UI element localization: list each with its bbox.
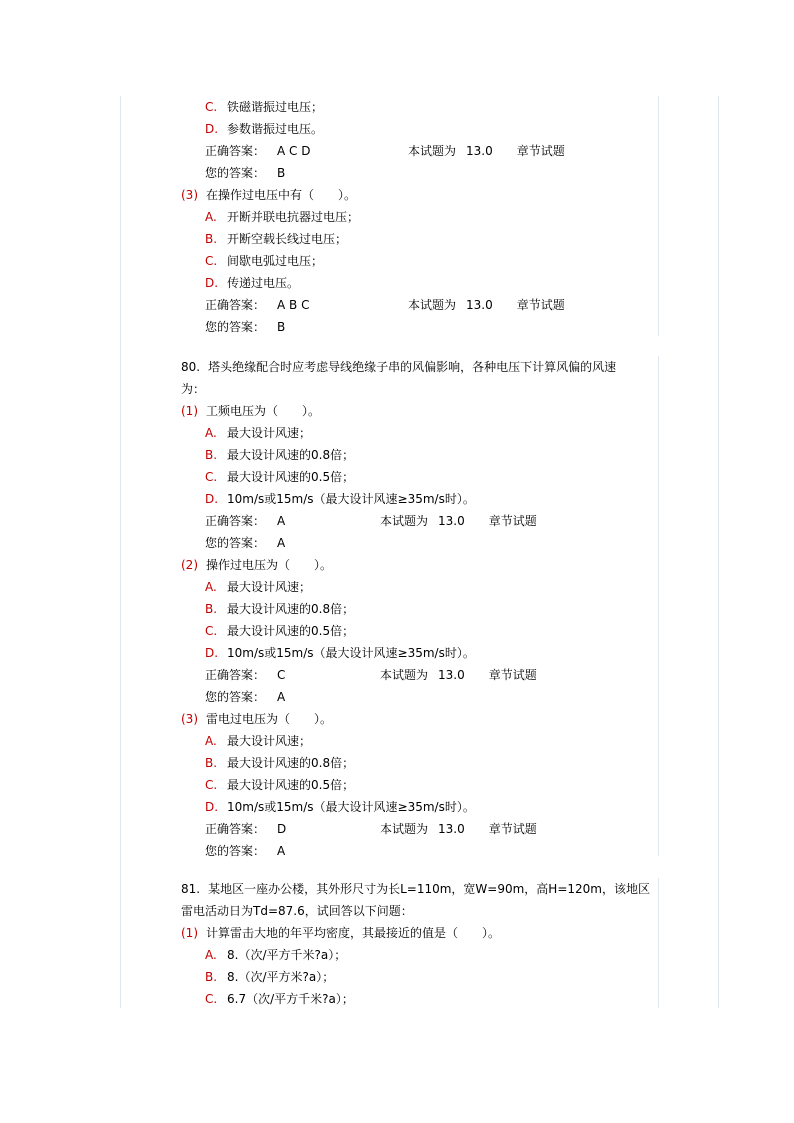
right-page-guide	[718, 96, 719, 1008]
option-c: C. 铁磁谐振过电压；	[205, 100, 324, 114]
option-d: D. 10m/s或15m/s（最大设计风速≥35m/s时）。	[205, 646, 475, 660]
your-answer-row: 您的答案： B	[205, 166, 286, 180]
correct-answer-row: 正确答案： A B C 本试题为 13.0 章节试题	[181, 294, 659, 316]
left-page-guide	[120, 96, 121, 1008]
option-c: C. 间歇电弧过电压；	[205, 254, 324, 268]
option-b: B. 开断空载长线过电压；	[205, 232, 348, 246]
score-info: 本试题为 13.0 章节试题	[380, 514, 537, 528]
option-d: D. 参数谐振过电压。	[205, 122, 324, 136]
correct-answer-row: 正确答案： C 本试题为 13.0 章节试题	[181, 664, 659, 686]
option-a: A. 最大设计风速；	[205, 580, 312, 594]
option-c: C. 6.7（次/平方千米?a）；	[205, 992, 354, 1006]
correct-answer-row: 正确答案： A 本试题为 13.0 章节试题	[181, 510, 659, 532]
option-c: C. 最大设计风速的0.5倍；	[205, 470, 355, 484]
option-c: C. 最大设计风速的0.5倍；	[205, 778, 355, 792]
option-a: A. 开断并联电抗器过电压；	[205, 210, 360, 224]
score-info: 本试题为 13.0 章节试题	[408, 144, 565, 158]
score-info: 本试题为 13.0 章节试题	[408, 298, 565, 312]
sub-question-2: (2) 操作过电压为（ ）。	[181, 558, 333, 572]
your-answer-row: 您的答案： A	[205, 844, 286, 858]
question-stem: 80. 塔头绝缘配合时应考虑导线绝缘子串的风偏影响，各种电压下计算风偏的风速 为：	[181, 360, 617, 396]
option-b: B. 最大设计风速的0.8倍；	[205, 448, 355, 462]
your-answer-row: 您的答案： A	[205, 536, 286, 550]
option-a: A. 8.（次/平方千米?a）；	[205, 948, 347, 962]
option-a: A. 最大设计风速；	[205, 426, 312, 440]
question-block-80	[181, 356, 659, 856]
option-d: D. 10m/s或15m/s（最大设计风速≥35m/s时）。	[205, 492, 475, 506]
correct-answer-row: 正确答案： D 本试题为 13.0 章节试题	[181, 818, 659, 840]
option-a: A. 最大设计风速；	[205, 734, 312, 748]
option-b: B. 8.（次/平方米?a）；	[205, 970, 335, 984]
your-answer-row: 您的答案： A	[205, 690, 286, 704]
sub-question-1: (1) 计算雷击大地的年平均密度，其最接近的值是（ ）。	[181, 926, 501, 940]
sub-question-3: (3) 在操作过电压中有（ ）。	[181, 188, 357, 202]
correct-answer-row: 正确答案： A C D 本试题为 13.0 章节试题	[181, 140, 659, 162]
option-c: C. 最大设计风速的0.5倍；	[205, 624, 355, 638]
option-d: D. 10m/s或15m/s（最大设计风速≥35m/s时）。	[205, 800, 475, 814]
option-b: B. 最大设计风速的0.8倍；	[205, 602, 355, 616]
option-b: B. 最大设计风速的0.8倍；	[205, 756, 355, 770]
question-stem: 81. 某地区一座办公楼，其外形尺寸为长L=110m，宽W=90m，高H=120m，该地区 雷电活动日为Td=87.6，试回答以下问题：	[181, 882, 650, 918]
score-info: 本试题为 13.0 章节试题	[380, 822, 537, 836]
question-block-81	[181, 878, 659, 1008]
question-block-79	[181, 96, 659, 336]
your-answer-row: 您的答案： B	[205, 320, 286, 334]
sub-question-3: (3) 雷电过电压为（ ）。	[181, 712, 333, 726]
score-info: 本试题为 13.0 章节试题	[380, 668, 537, 682]
sub-question-1: (1) 工频电压为（ ）。	[181, 404, 321, 418]
option-d: D. 传递过电压。	[205, 276, 300, 290]
